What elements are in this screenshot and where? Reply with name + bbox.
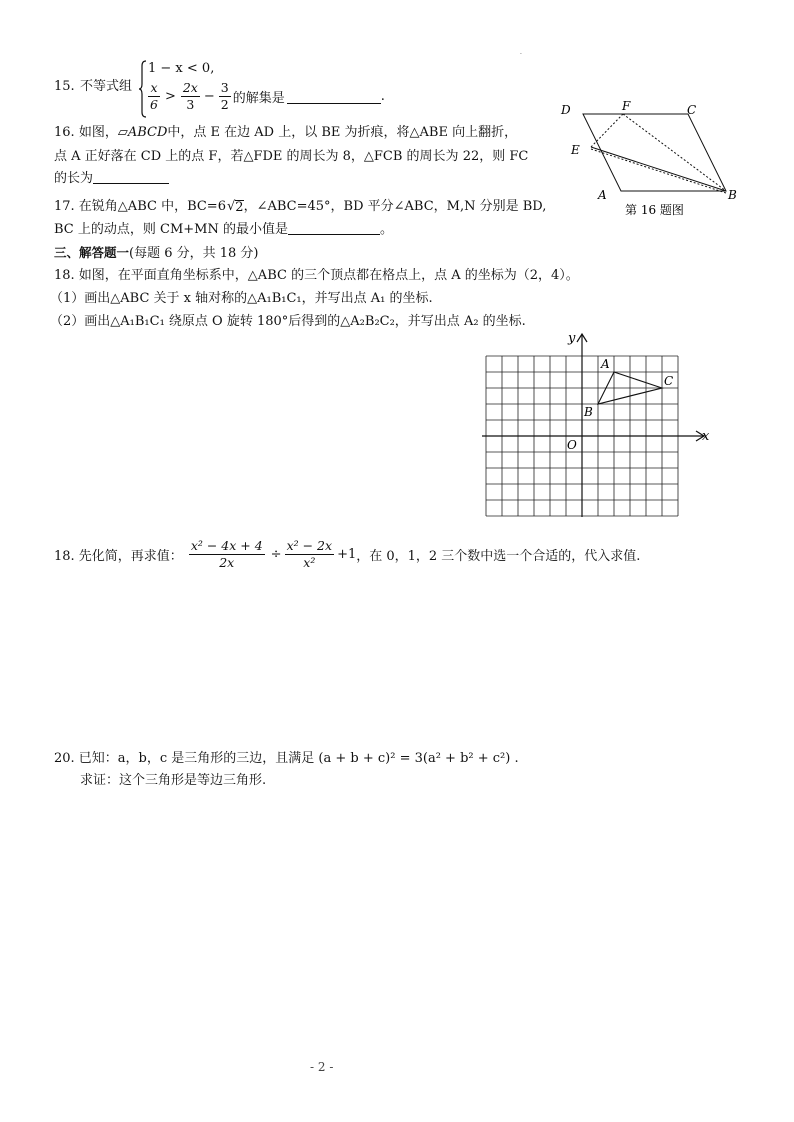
- parallelogram-abcd: [583, 114, 726, 191]
- q16-line3-text: 的长为: [54, 171, 94, 186]
- q15-frac-2x-over-3: [181, 80, 200, 113]
- figure-caption: 第 16 题图: [625, 203, 684, 217]
- q18b-frac2: [285, 538, 334, 571]
- page-number: - 2 -: [310, 1060, 334, 1074]
- segment-fb: [623, 114, 726, 191]
- q18b-plus1: +1: [337, 547, 357, 562]
- q15-minus: −: [203, 89, 215, 104]
- q15-end: .: [380, 89, 385, 104]
- y-axis-label: y: [568, 331, 576, 346]
- q16-answer-blank[interactable]: [93, 170, 169, 184]
- q18b-suffix: ，在 0，1，2 三个数中选一个合适的，代入求值.: [356, 549, 641, 564]
- segment-ef: [591, 114, 623, 147]
- q17-line1: [54, 198, 546, 216]
- q16-text2: 中，点 E 在边 AD 上，以 BE 为折痕，将△ABE 向上翻折，: [167, 125, 518, 140]
- q18-simplify: [54, 538, 640, 571]
- q17-answer-blank[interactable]: [288, 221, 380, 235]
- segment-eb: [591, 147, 726, 191]
- parallelogram-icon: ▱: [117, 125, 128, 140]
- point-b-label: B: [584, 405, 593, 419]
- label-f: F: [622, 99, 631, 113]
- section-note: (每题 6 分，共 18 分): [129, 246, 259, 261]
- q17-text-b: ，∠ABC=45°，BD 平分∠ABC，M,N 分别是 BD,: [243, 199, 547, 214]
- q15-number: 15.: [54, 79, 75, 94]
- q16-figure: [560, 96, 750, 226]
- q16-line1: [54, 124, 517, 142]
- q17-six: 6: [217, 199, 226, 214]
- sqrt-icon: √: [226, 199, 236, 214]
- q18b-prefix: 18. 先化简，再求值：: [54, 549, 183, 564]
- q16-text1: 如图，: [78, 125, 118, 140]
- q15-gt: >: [164, 89, 176, 104]
- q17-line2: [54, 221, 393, 239]
- q18b-frac1-den: 2x: [219, 555, 235, 570]
- q20-line1: 20. 已知：a，b，c 是三角形的三边，且满足 (a + b + c)² = 3(a² + b² + c²) .: [54, 751, 519, 766]
- q18b-frac2-den: x²: [303, 555, 316, 570]
- q15-frac2-num: 2x: [182, 80, 198, 95]
- q15-frac1-den: 6: [150, 97, 158, 112]
- q18b-frac1-num: x² − 4x + 4: [190, 538, 263, 553]
- corner-dot: ·: [520, 51, 522, 58]
- point-c-label: C: [664, 374, 674, 388]
- q16-parallelogram-name: ABCD: [127, 125, 168, 140]
- q18-part2: （2）画出△A₁B₁C₁ 绕原点 O 旋转 180°后得到的△A₂B₂C₂，并写出点 A₂ 的坐标.: [50, 314, 526, 329]
- q18b-frac1: [189, 538, 265, 571]
- q17-text-c: BC 上的动点，则 CM+MN 的最小值是: [54, 222, 288, 237]
- q16-line3: [54, 170, 169, 188]
- q15-answer-blank[interactable]: [287, 90, 381, 104]
- q17-text-a: 17. 在锐角△ABC 中，BC=: [54, 199, 218, 214]
- q15-suffix: 的解集是: [232, 91, 285, 106]
- label-e: E: [571, 143, 580, 157]
- label-c: C: [687, 103, 697, 117]
- q15-frac-x-over-6: [148, 80, 160, 113]
- q18b-div: ÷: [270, 547, 282, 562]
- q15-system-line1: 1 − x < 0,: [148, 61, 215, 76]
- origin-label: O: [567, 438, 577, 452]
- q15-system-line2: [146, 80, 385, 113]
- q16-line2: 点 A 正好落在 CD 上的点 F，若△FDE 的周长为 8，△FCB 的周长为 22，则 FC: [54, 149, 529, 164]
- q15-frac3-den: 2: [220, 97, 229, 112]
- q15-frac1-num: x: [150, 80, 158, 95]
- label-b: B: [728, 188, 737, 202]
- label-d: D: [561, 103, 571, 117]
- q15-frac-3-over-2: [219, 80, 231, 113]
- q15-frac2-den: 3: [186, 97, 195, 112]
- q17-text-d: 。: [379, 222, 393, 237]
- section-header: [54, 244, 259, 263]
- q17-radicand: 2: [235, 199, 244, 215]
- q15-frac3-num: 3: [220, 80, 229, 95]
- q20-line2: 求证：这个三角形是等边三角形.: [80, 773, 267, 788]
- q18-part1: （1）画出△ABC 关于 x 轴对称的△A₁B₁C₁，并写出点 A₁ 的坐标.: [50, 291, 433, 306]
- q18b-frac2-num: x² − 2x: [286, 538, 333, 553]
- section-title: 三、解答题一: [54, 245, 130, 260]
- x-axis-label: x: [702, 429, 710, 444]
- q16-number: 16.: [54, 125, 75, 140]
- point-a-label: A: [601, 357, 610, 371]
- q18-stem: 18. 如图，在平面直角坐标系中，△ABC 的三个顶点都在格点上，点 A 的坐标为（2，4）。: [54, 268, 579, 283]
- coordinate-grid: [470, 330, 715, 522]
- label-a: A: [598, 188, 607, 202]
- q15-prefix: 不等式组: [80, 79, 133, 94]
